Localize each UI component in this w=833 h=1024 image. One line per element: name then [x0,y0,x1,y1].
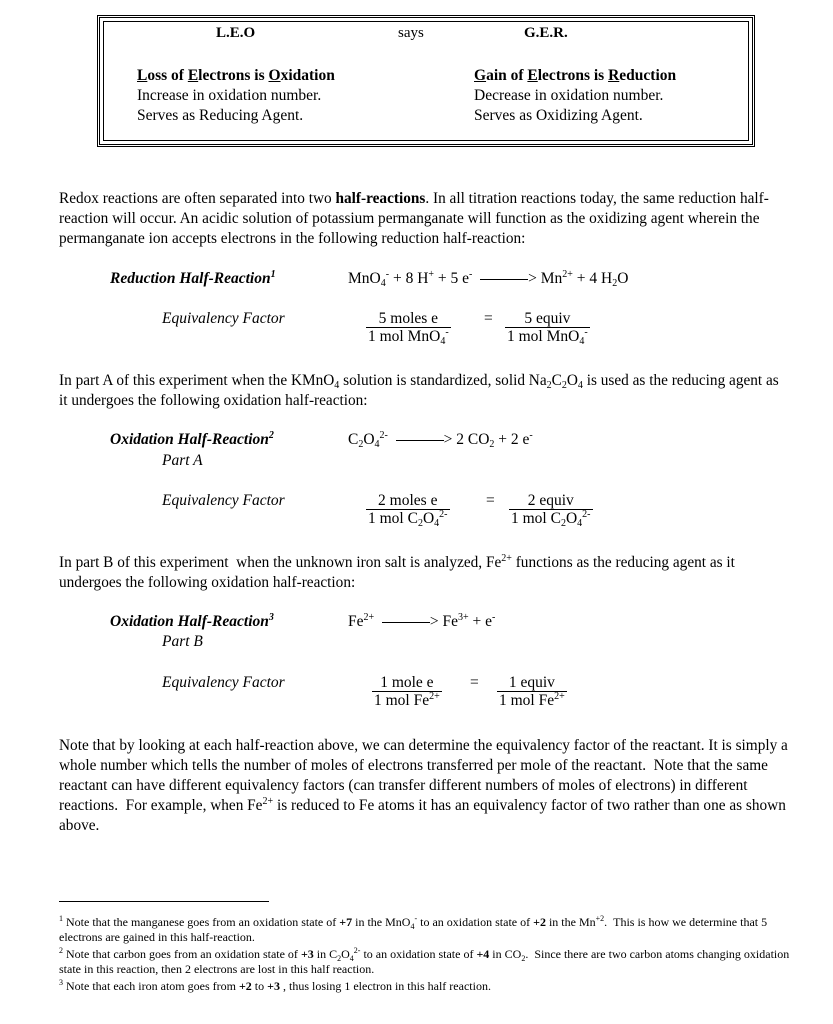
reduction-label: Reduction Half-Reaction$^1$ [110,269,276,287]
leo-column [137,66,335,126]
reduction-equals: = [484,310,493,327]
leo-title: Loss of Electrons is Oxidation [137,67,335,84]
oxidationA-fraction-electrons: 2 moles e 1 mol $C_2O_4^{2-}$ [368,492,448,529]
oxidationB-label: Oxidation Half-Reaction$^3$ [110,612,274,630]
leo-line2: Increase in oxidation number. [137,87,322,104]
reduction-fraction-electrons: 5 moles e 1 mol MnO$_4$- [368,310,449,347]
footnote-3: $^3$ Note that each iron atom goes from +2 to +3 , thus losing 1 electron in this half reaction. [59,978,491,993]
note-paragraph: Note that by looking at each half-reaction above, we can determine the equivalency factor of the reactant. It is simply a whole number which tells the number of moles of electrons transferred per mole of the reactant. Note that the same reactant can have different equivalency factors (can transfer different numbers of moles of electrons) in different reactions. For example, when $Fe^{2+}$ is reduced to Fe atoms it has an equivalency factor of two rather than one as shown above. [59,737,788,834]
says-text: says [398,25,424,41]
oxidationB-fraction-equiv: 1 equiv 1 mol $Fe^{2+}$ [499,674,565,709]
partB-paragraph: In part B of this experiment when the unknown iron salt is analyzed, $Fe^{2+}$ functions as the reducing agent as it undergoes the following oxidation half-reaction: [59,553,735,591]
oxidationA-equals: = [486,492,495,509]
footnote-2: $^2$ Note that carbon goes from an oxidation state of +3 in $C_2O_4^{2-}$ to an oxidation state of +4 in $CO_2$. Since there are two carbon atoms changing oxidation state in this reaction, then 2 electrons are lost in this half reaction. [59,946,790,976]
oxidationB-equation: $Fe^{2+} > Fe^{3+} + e^-$ [348,612,496,630]
oxidationA-part: Part A [162,452,203,469]
ger-column [474,66,676,126]
ger-line3: Serves as Oxidizing Agent. [474,107,643,124]
reduction-ef-label: Equivalency Factor [162,310,285,327]
leo-line3: Serves as Reducing Agent. [137,107,304,124]
oxidationA-label: Oxidation Half-Reaction$^2$ [110,430,274,448]
oxidationB-equals: = [470,674,479,691]
oxidationA-equation: $C_2O_4^{2-} > 2$ $CO_2 + 2$ e- [348,430,533,450]
ger-line2: Decrease in oxidation number. [474,87,664,104]
footnote-1: $^1$ Note that the manganese goes from an oxidation state of +7 in the MnO$_4$- to an oxidation state of +2 in the $Mn^{+2}$. This is how we determine that 5 electrons are gained in this half-reaction. [59,914,768,944]
oxidationB-part: Part B [162,633,203,650]
oxidationB-fraction-electrons: 1 mole e 1 mol $Fe^{2+}$ [374,674,440,709]
partA-paragraph: In part A of this experiment when the KMnO$_4$ solution is standardized, solid $Na_2C_2O_4$ is used as the reducing agent as it undergoes the following oxidation half-reaction: [59,372,779,409]
oxidationA-ef-label: Equivalency Factor [162,492,285,509]
leo-header: L.E.O [216,25,256,41]
oxidationA-fraction-equiv: 2 equiv 1 mol $C_2O_4^{2-}$ [511,492,591,529]
intro-paragraph: Redox reactions are often separated into two half-reactions. In all titration reactions today, the same reduction half-reaction will occur. An acidic solution of potassium permanganate will function as the oxidizing agent wherein the permanganate ion accepts electrons in the following reduction half-reaction: [59,190,769,247]
ger-title: Gain of Electrons is Reduction [474,67,677,84]
footnote-rule [59,901,269,902]
oxidationB-ef-label: Equivalency Factor [162,674,285,691]
ger-header: G.E.R. [524,25,568,41]
reduction-equation: MnO$_4$- + 8 H+ + 5 $e^- > Mn^{2+} + 4$ $H_2O$ [348,269,629,289]
reduction-fraction-equiv: 5 equiv 1 mol MnO$_4$- [507,310,588,347]
